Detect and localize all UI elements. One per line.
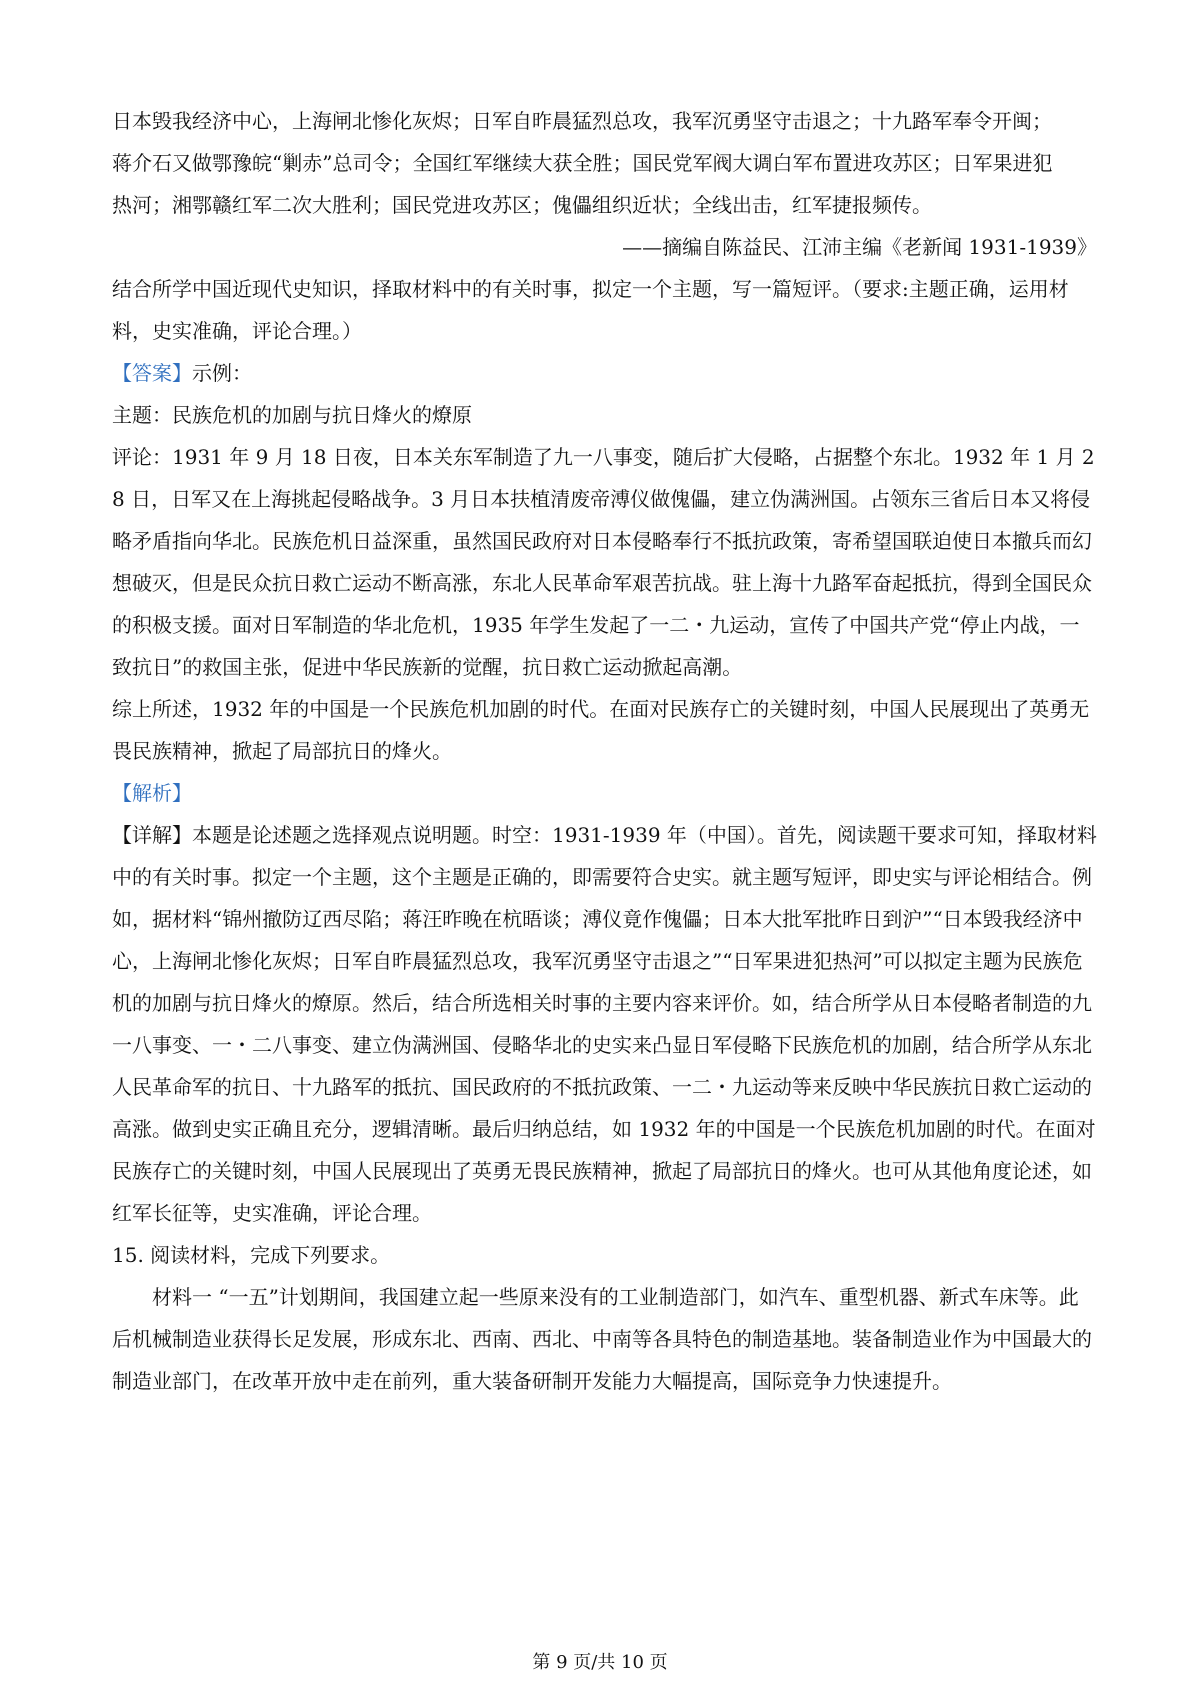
question-15-title: 15. 阅读材料，完成下列要求。: [112, 1243, 391, 1267]
question-prompt: 结合所学中国近现代史知识，择取材料中的有关时事，拟定一个主题，写一篇短评。（要求:主题正确，运用材料，史实准确，评论合理。）: [112, 277, 1069, 343]
material-line: 热河；湘鄂赣红军二次大胜利；国民党进攻苏区；傀儡组织近状；全线出击，红军捷报频传。: [112, 193, 932, 217]
answer-theme: 主题：民族危机的加剧与抗日烽火的燎原: [112, 403, 472, 427]
answer-summary: 综上所述，1932 年的中国是一个民族危机加剧的时代。在面对民族存亡的关键时刻，中国人民展现出了英勇无畏民族精神，掀起了局部抗日的烽火。: [112, 697, 1090, 763]
material-line: 蒋介石又做鄂豫皖“剿赤”总司令；全国红军继续大获全胜；国民党军阀大调白军布置进攻苏区；日军果进犯: [112, 151, 1053, 175]
question-15-material-1: 材料一 “一五”计划期间，我国建立起一些原来没有的工业制造部门，如汽车、重型机器、新式车床等。此后机械制造业获得长足发展，形成东北、西南、西北、中南等各具特色的制造基地。装备制造业作为中国最大的制造业部门，在改革开放中走在前列，重大装备研制开发能力大幅提高，国际竞争力快速提升。: [112, 1285, 1092, 1393]
answer-intro: 示例：: [192, 361, 252, 385]
analysis-detail: [112, 814, 1097, 1234]
detail-text: 本题是论述题之选择观点说明题。时空：1931-1939 年（中国）。首先，阅读题干要求可知，择取材料中的有关时事。拟定一个主题，这个主题是正确的，即需要符合史实。就主题写短评，即史实与评论相结合。例如，据材料“锦州撤防辽西尽陷；蒋汪昨晚在杭晤谈；溥仪竟作傀儡；日本大批军批昨日到沪”“日本毁我经济中心，上海闸北惨化灰烬；日军自昨晨猛烈总攻，我军沉勇坚守击退之”“日军果进犯热河”可以拟定主题为民族危机的加剧与抗日烽火的燎原。然后，结合所选相关时事的主要内容来评价。如，结合所学从日本侵略者制造的九一八事变、一・二八事变、建立伪满洲国、侵略华北的史实来凸显日军侵略下民族危机的加剧，结合所学从东北人民革命军的抗日、十九路军的抵抗、国民政府的不抵抗政策、一二・九运动等来反映中华民族抗日救亡运动的高涨。做到史实正确且充分，逻辑清晰。最后归纳总结，如 1932 年的中国是一个民族危机加剧的时代。在面对民族存亡的关键时刻，中国人民展现出了英勇无畏民族精神，掀起了局部抗日的烽火。也可从其他角度论述，如红军长征等，史实准确，评论合理。: [112, 823, 1097, 1225]
analysis-tag: 【解析】: [112, 781, 192, 805]
material-block: [112, 100, 1097, 268]
material-source: ——摘编自陈益民、江沛主编《老新闻 1931-1939》: [622, 235, 1097, 259]
answer-comment: 评论：1931 年 9 月 18 日夜，日本关东军制造了九一八事变，随后扩大侵略，占据整个东北。1932 年 1 月 28 日，日军又在上海挑起侵略战争。3 月日本扶植清废帝溥仪做傀儡，建立伪满洲国。占领东三省后日本又将侵略矛盾指向华北。民族危机日益深重，虽然国民政府对日本侵略奉行不抵抗政策，寄希望国联迫使日本撤兵而幻想破灭，但是民众抗日救亡运动不断高涨，东北人民革命军艰苦抗战。驻上海十九路军奋起抵抗，得到全国民众的积极支援。面对日军制造的华北危机，1935 年学生发起了一二・九运动，宣传了中国共产党“停止内战，一致抗日”的救国主张，促进中华民族新的觉醒，抗日救亡运动掀起高潮。: [112, 445, 1095, 679]
material-line: 日本毁我经济中心，上海闸北惨化灰烬；日军自昨晨猛烈总攻，我军沉勇坚守击退之；十九路军奉令开闽；: [112, 109, 1052, 133]
page-content: [112, 100, 1097, 1402]
detail-tag: 【详解】: [112, 823, 192, 847]
page-footer: 第 9 页/共 10 页: [532, 1652, 668, 1673]
answer-tag: 【答案】: [112, 361, 192, 385]
answer-heading: [112, 352, 1097, 394]
analysis-heading: [112, 772, 1097, 814]
